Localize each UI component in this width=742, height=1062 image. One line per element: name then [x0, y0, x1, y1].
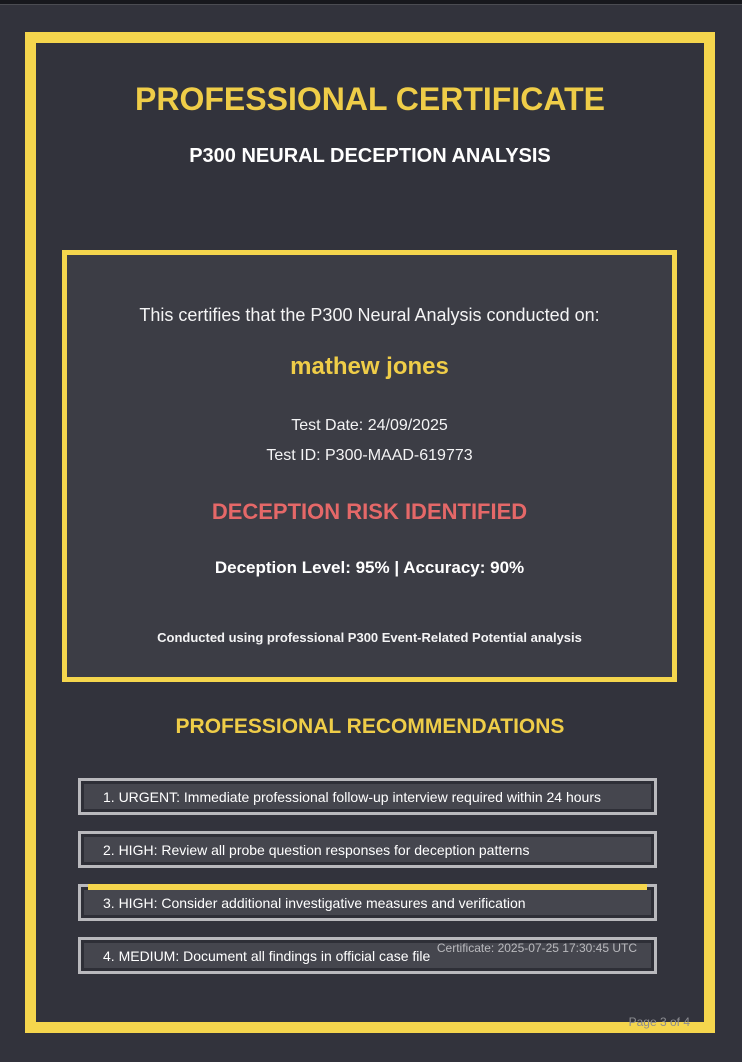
- recommendation-item-4: [78, 937, 657, 974]
- recommendations-title: PROFESSIONAL RECOMMENDATIONS: [175, 715, 565, 738]
- recommendation-item-1: [78, 778, 657, 815]
- metrics-line: Deception Level: 95% | Accuracy: 90%: [214, 558, 525, 577]
- page-indicator: Page 3 of 4: [628, 1015, 690, 1029]
- certificate-title: PROFESSIONAL CERTIFICATE: [135, 81, 605, 117]
- recommendation-item-3: [78, 884, 657, 921]
- subject-name: mathew jones: [290, 353, 449, 380]
- recommendation-item-2: [78, 831, 657, 868]
- recommendation-item-3-text: 3. HIGH: Consider additional investigative measures and verification: [103, 894, 526, 911]
- top-divider: [0, 0, 742, 5]
- certificate-timestamp: Certificate: 2025-07-25 17:30:45 UTC: [436, 941, 637, 955]
- recommendation-item-1-text: 1. URGENT: Immediate professional follow-up interview required within 24 hours: [103, 788, 601, 805]
- highlight-strip: [88, 884, 647, 890]
- recommendation-item-2-text: 2. HIGH: Review all probe question responses for deception patterns: [103, 841, 530, 858]
- certify-line: This certifies that the P300 Neural Analysis conducted on:: [139, 305, 600, 325]
- certificate-frame: [25, 32, 715, 1033]
- method-line: Conducted using professional P300 Event-Related Potential analysis: [157, 630, 582, 645]
- recommendation-item-4-text: 4. MEDIUM: Document all findings in official case file: [103, 947, 431, 964]
- test-date: Test Date: 24/09/2025: [291, 417, 448, 434]
- certificate-details-panel: [62, 250, 677, 682]
- risk-status: DECEPTION RISK IDENTIFIED: [211, 499, 528, 524]
- test-id: Test ID: P300-MAAD-619773: [266, 447, 473, 464]
- certificate-subtitle: P300 NEURAL DECEPTION ANALYSIS: [189, 145, 551, 167]
- recommendations-list: [78, 778, 657, 990]
